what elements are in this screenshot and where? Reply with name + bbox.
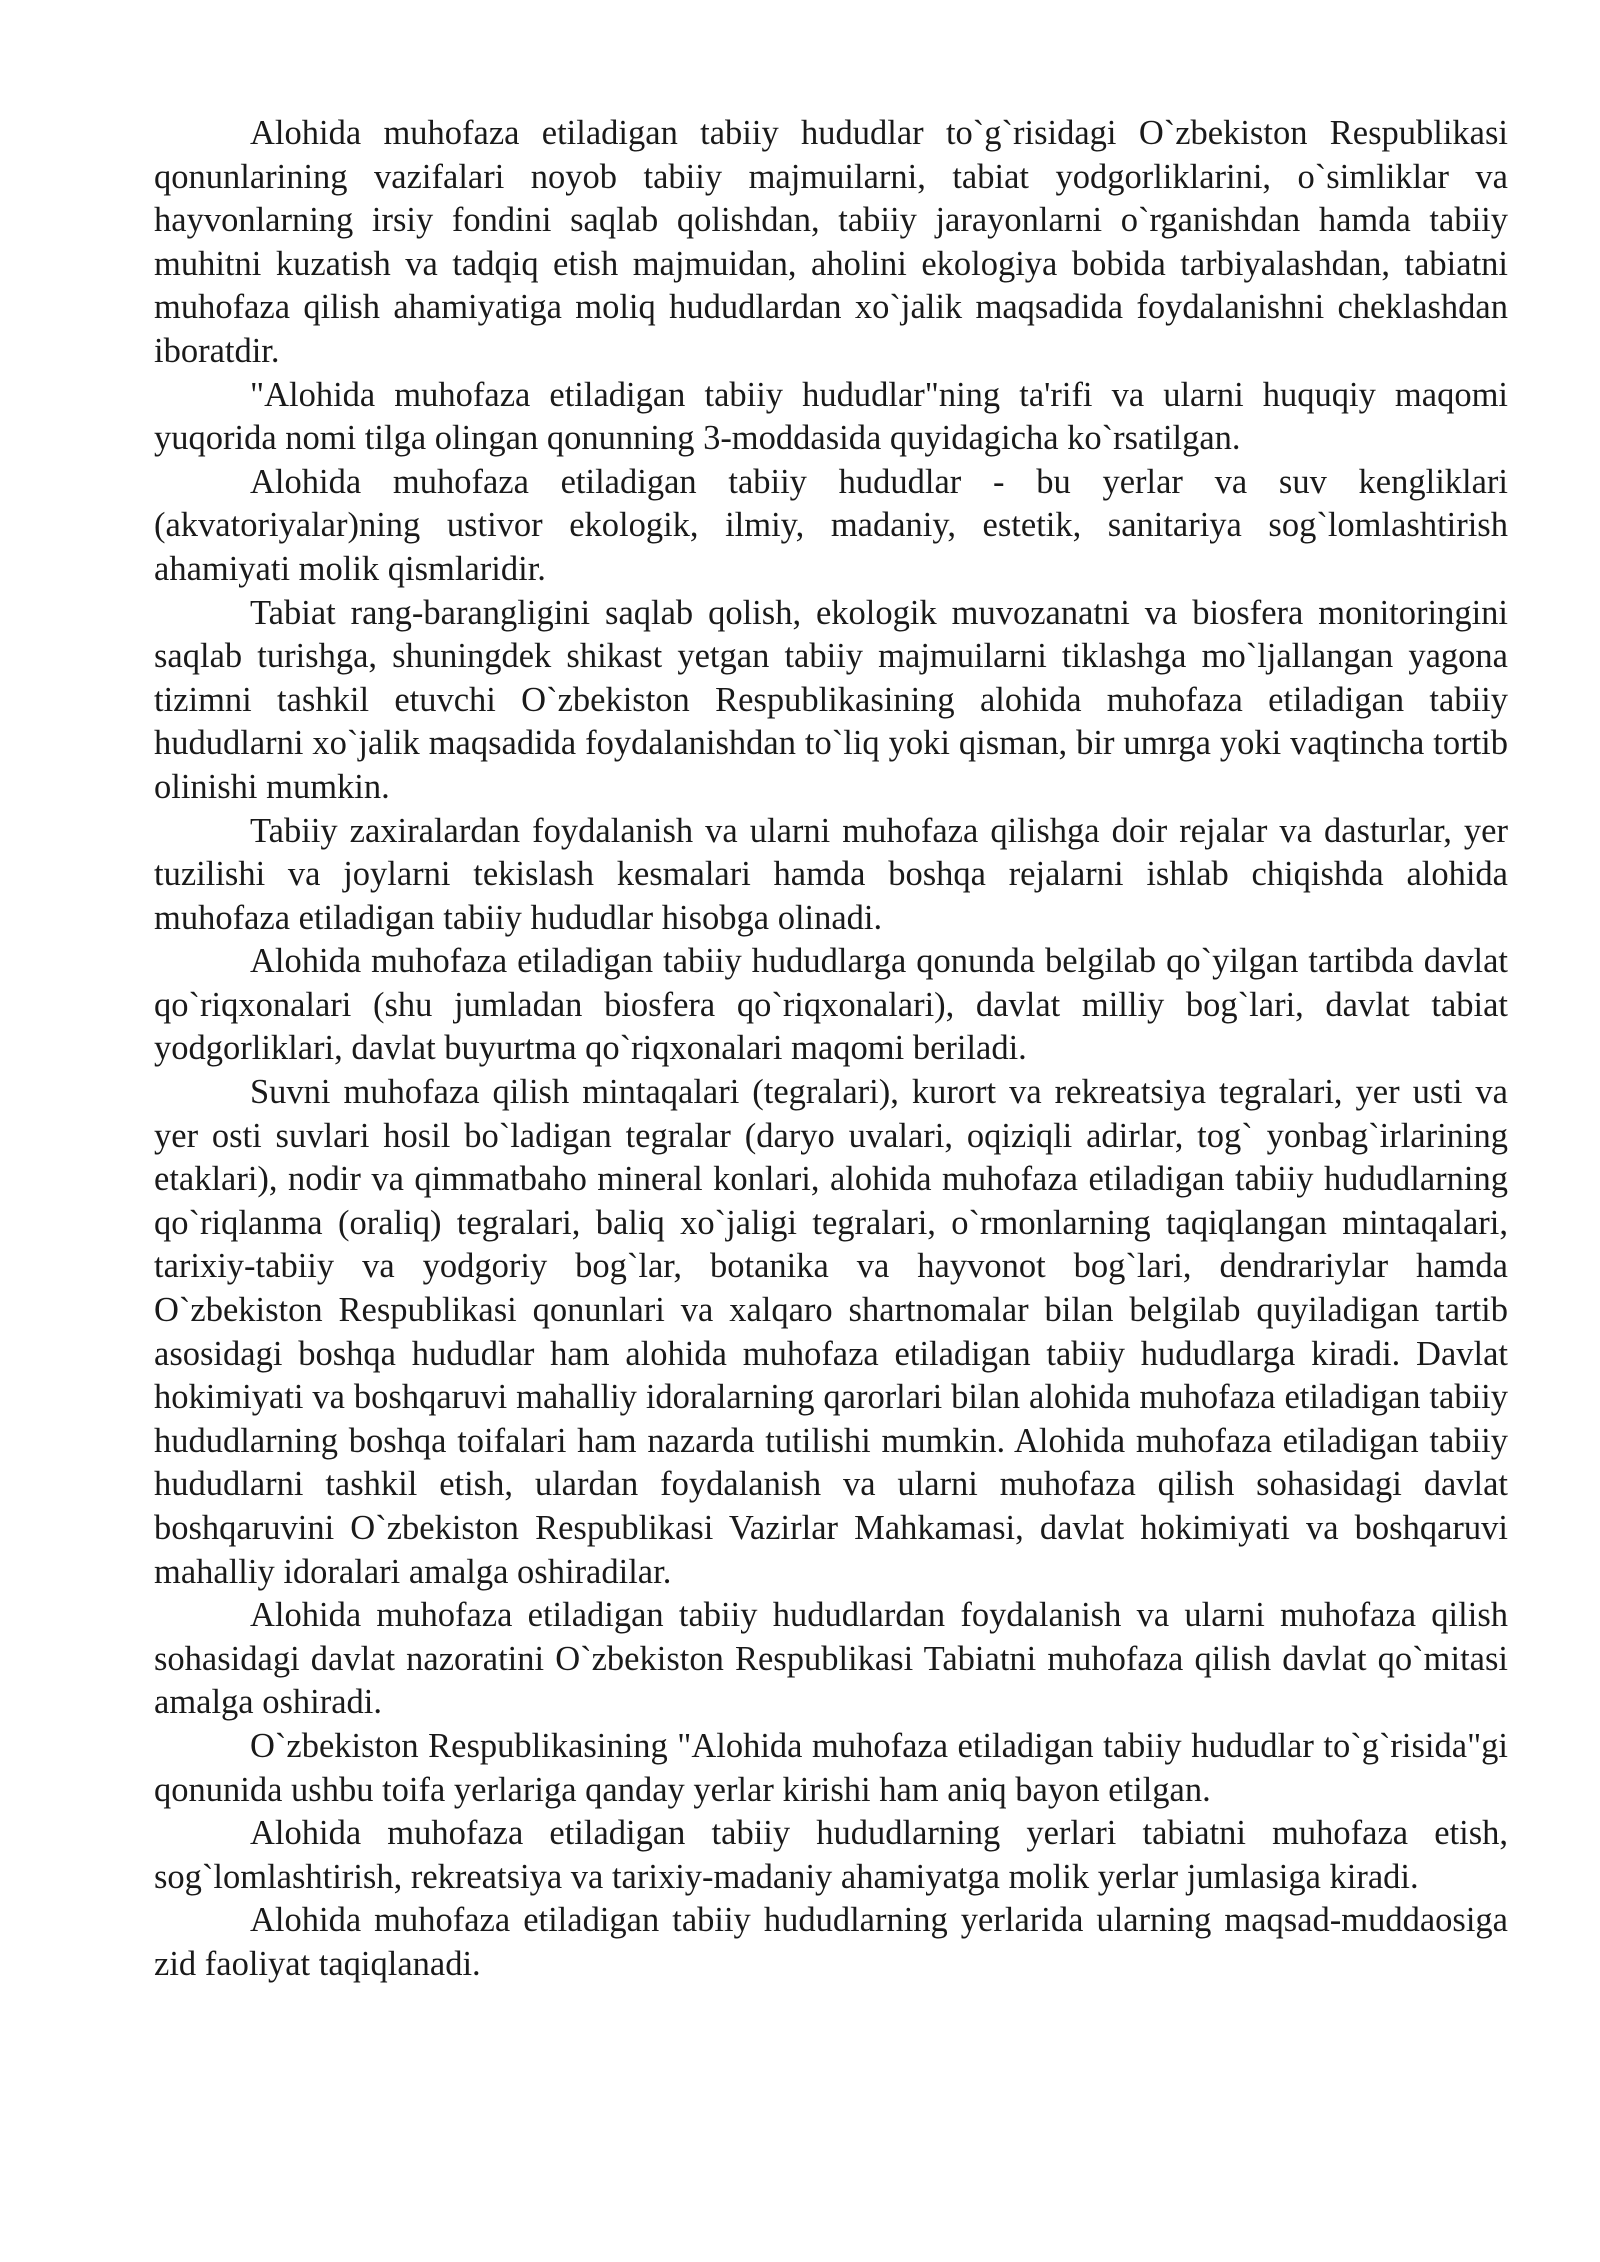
paragraph-8: Alohida muhofaza etiladigan tabiiy hududlardan foydalanish va ularni muhofaza qilish sohasidagi davlat nazoratini O`zbekiston Respublikasi Tabiatni muhofaza qilish davlat qo`mitasi amalga oshiradi. [154, 1596, 1508, 1722]
paragraph-7: Suvni muhofaza qilish mintaqalari (tegralari), kurort va rekreatsiya tegralari, yer usti va yer osti suvlari hosil bo`ladigan tegralar (daryo uvalari, oqiziqli adirlar, tog` yonbag`irlarining etaklari), nodir va qimmatbaho mineral konlari, alohida muhofaza etiladigan tabiiy hududlarning qo`riqlanma (oraliq) tegralari, baliq xo`jaligi tegralari, o`rmonlarning taqiqlangan mintaqalari, tarixiy-tabiiy va yodgoriy bog`lar, botanika va hayvonot bog`lari, dendrariylar hamda O`zbekiston Respublikasi qonunlari va xalqaro shartnomalar bilan belgilab quyiladigan tartib asosidagi boshqa hududlar ham alohida muhofaza etiladigan tabiiy hududlarga kiradi. Davlat hokimiyati va boshqaruvi mahalliy idoralarning qarorlari bilan alohida muhofaza etiladigan tabiiy hududlarning boshqa toifalari ham nazarda tutilishi mumkin. Alohida muhofaza etiladigan tabiiy hududlarni tashkil etish, ulardan foydalanish va ularni muhofaza qilish sohasidagi davlat boshqaruvini O`zbekiston Respublikasi Vazirlar Mahkamasi, davlat hokimiyati va boshqaruvi mahalliy idoralari amalga oshiradilar. [154, 1073, 1508, 1591]
paragraph-9: O`zbekiston Respublikasining "Alohida muhofaza etiladigan tabiiy hududlar to`g`risida"gi qonunida ushbu toifa yerlariga qanday yerlar kirishi ham aniq bayon etilgan. [154, 1726, 1508, 1809]
paragraph-3: Alohida muhofaza etiladigan tabiiy hududlar - bu yerlar va suv kengliklari (akvatoriyalar)ning ustivor ekologik, ilmiy, madaniy, estetik, sanitariya sog`lomlashtirish ahamiyati molik qismlaridir. [154, 462, 1508, 588]
paragraph-6: Alohida muhofaza etiladigan tabiiy hududlarga qonunda belgilab qo`yilgan tartibda davlat qo`riqxonalari (shu jumladan biosfera qo`riqxonalari), davlat milliy bog`lari, davlat tabiat yodgorliklari, davlat buyurtma qo`riqxonalari maqomi beriladi. [154, 942, 1508, 1068]
paragraph-5: Tabiiy zaxiralardan foydalanish va ularni muhofaza qilishga doir rejalar va dasturlar, yer tuzilishi va joylarni tekislash kesmalari hamda boshqa rejalarni ishlab chiqishda alohida muhofaza etiladigan tabiiy hududlar hisobga olinadi. [154, 811, 1508, 937]
paragraph-4: Tabiat rang-barangligini saqlab qolish, ekologik muvozanatni va biosfera monitoringini saqlab turishga, shuningdek shikast yetgan tabiiy majmuilarni tiklashga mo`ljallangan yagona tizimni tashkil etuvchi O`zbekiston Respublikasining alohida muhofaza etiladigan tabiiy hududlarni xo`jalik maqsadida foydalanishdan to`liq yoki qisman, bir umrga yoki vaqtincha tortib olinishi mumkin. [154, 593, 1508, 806]
paragraph-2: "Alohida muhofaza etiladigan tabiiy hududlar"ning ta'rifi va ularni huquqiy maqomi yuqorida nomi tilga olingan qonunning 3-moddasida quyidagicha ko`rsatilgan. [154, 375, 1508, 458]
paragraph-10: Alohida muhofaza etiladigan tabiiy hududlarning yerlari tabiatni muhofaza etish, sog`lomlashtirish, rekreatsiya va tarixiy-madaniy ahamiyatga molik yerlar jumlasiga kiradi. [154, 1814, 1508, 1896]
document-page [154, 112, 1508, 1987]
paragraph-11: Alohida muhofaza etiladigan tabiiy hududlarning yerlarida ularning maqsad-muddaosiga zid faoliyat taqiqlanadi. [154, 1901, 1508, 1983]
paragraph-1: Alohida muhofaza etiladigan tabiiy hududlar to`g`risidagi O`zbekiston Respublikasi qonunlarining vazifalari noyob tabiiy majmuilarni, tabiat yodgorliklarini, o`simliklar va hayvonlarning irsiy fondini saqlab qolishdan, tabiiy jarayonlarni o`rganishdan hamda tabiiy muhitni kuzatish va tadqiq etish majmuidan, aholini ekologiya bobida tarbiyalashdan, tabiatni muhofaza qilish ahamiyatiga moliq hududlardan xo`jalik maqsadida foydalanishni cheklashdan iboratdir. [154, 114, 1508, 370]
